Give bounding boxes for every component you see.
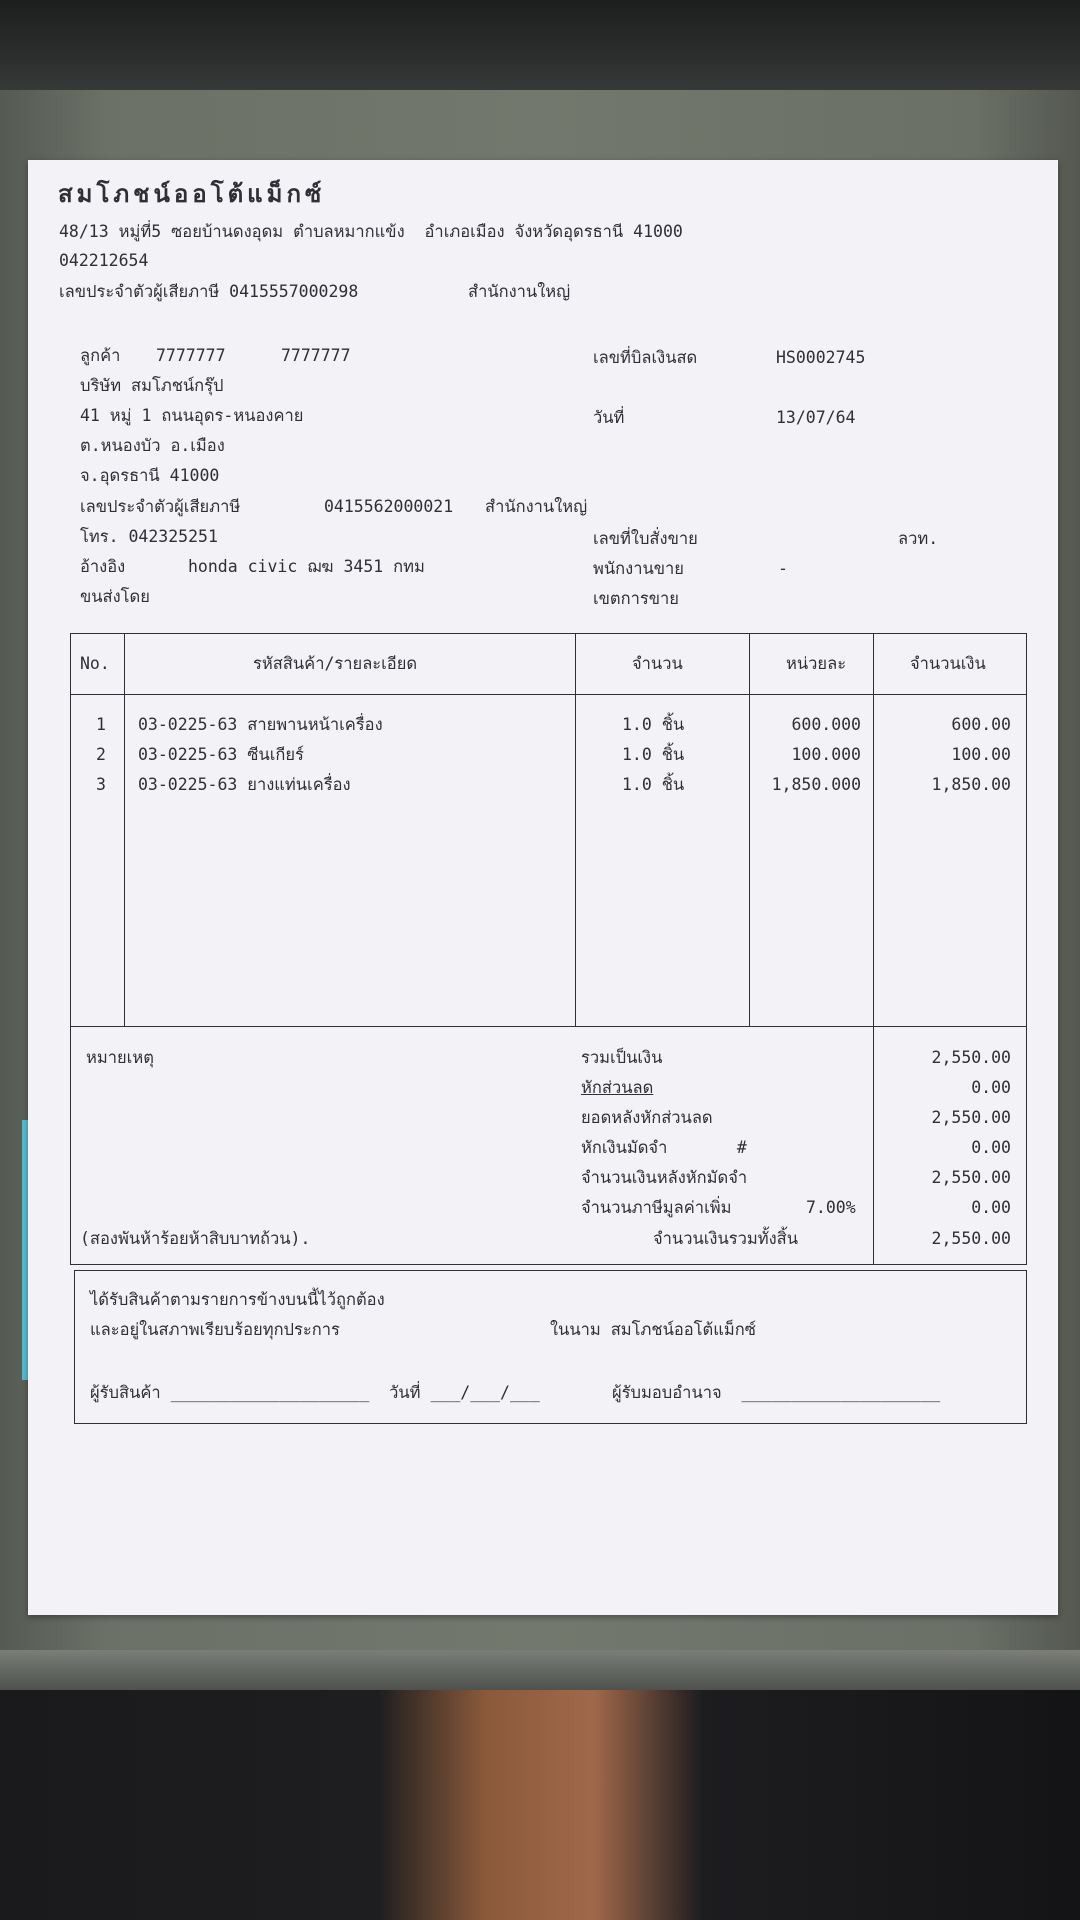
received-statement-2: และอยู่ในสภาพเรียบร้อยทุกประการ [90,1320,340,1339]
summary-value-deposit: 0.00 [971,1138,1011,1157]
col-divider-unit [873,633,874,1265]
authorized-signature-line: ผู้รับมอบอำนาจ ____________________ [612,1383,941,1402]
floor-background [0,1690,1080,1920]
company-name: สมโภชน์ออโต้แม็กซ์ [58,179,326,208]
summary-label-discount: หักส่วนลด [581,1078,654,1097]
row-3-unit-price: 1,850.000 [771,775,861,794]
customer-code-1: 7777777 [156,346,226,365]
amount-in-words: (สองพันห้าร้อยห้าสิบบาทถ้วน). [80,1229,311,1248]
col-divider-desc [575,633,576,1026]
row-2-unit-price: 100.000 [791,745,861,764]
desk-edge [0,1650,1080,1690]
row-1-quantity: 1.0 ชิ้น [622,715,685,734]
summary-label-after-deposit: จำนวนเงินหลังหักมัดจำ [581,1168,748,1187]
customer-tax-id: 0415562000021 [324,497,454,516]
customer-code-2: 7777777 [281,346,351,365]
reference-label: อ้างอิง [80,557,126,576]
on-behalf-of: ในนาม สมโภชน์ออโต้แม็กซ์ [550,1320,756,1339]
summary-value-total: 2,550.00 [931,1048,1011,1067]
row-3-description: 03-0225-63 ยางแท่นเครื่อง [138,775,351,794]
row-1-unit-price: 600.000 [791,715,861,734]
customer-address-2: ต.หนองบัว อ.เมือง [80,436,225,455]
customer-address-3: จ.อุดรธานี 41000 [80,466,220,485]
header-no: No. [80,654,110,673]
bill-no-label: เลขที่บิลเงินสด [593,348,698,367]
summary-value-after-discount: 2,550.00 [931,1108,1011,1127]
row-3-amount: 1,850.00 [931,775,1011,794]
row-2-amount: 100.00 [951,745,1011,764]
bill-date-value: 13/07/64 [776,408,856,427]
table-body-divider [70,1026,1027,1027]
sales-area-label: เขตการขาย [593,589,679,608]
company-address: 48/13 หมู่ที่5 ซอยบ้านดงอุดม ตำบลหมากแข้ง อำเภอเมือง จังหวัดอุดรธานี 41000 [59,222,683,241]
summary-label-after-discount: ยอดหลังหักส่วนลด [581,1108,713,1127]
bill-date-label: วันที่ [593,408,625,427]
header-description: รหัสสินค้า/รายละเอียด [253,654,418,673]
reference-value: honda civic ฌฆ 3451 กทม [188,557,425,576]
note-label: หมายเหตุ [86,1048,154,1067]
row-3-no: 3 [96,775,106,794]
customer-phone: โทร. 042325251 [80,527,218,546]
background-top [0,0,1080,100]
company-branch: สำนักงานใหญ่ [468,282,571,301]
shipping-label: ขนส่งโดย [80,587,150,606]
col-divider-no [124,633,125,1026]
row-1-no: 1 [96,715,106,734]
bill-no-value: HS0002745 [776,348,866,367]
summary-label-vat: จำนวนภาษีมูลค่าเพิ่ม [581,1198,732,1217]
salesperson-value: - [778,559,788,578]
vat-rate: 7.00% [806,1198,856,1217]
row-2-no: 2 [96,745,106,764]
header-amount: จำนวนเงิน [910,654,986,673]
summary-value-vat: 0.00 [971,1198,1011,1217]
summary-label-deposit: หักเงินมัดจำ # [581,1138,747,1157]
salesperson-label: พนักงานขาย [593,559,684,578]
summary-label-total: รวมเป็นเงิน [581,1048,663,1067]
customer-name: บริษัท สมโภชน์กรุ๊ป [80,376,224,395]
table-header-divider [70,694,1027,695]
received-statement-1: ได้รับสินค้าตามรายการข้างบนนี้ไว้ถูกต้อง [90,1290,385,1309]
col-divider-qty [749,633,750,1026]
order-no-value: ลวท. [898,529,939,548]
header-unit-price: หน่วยละ [786,654,847,673]
summary-value-grand-total: 2,550.00 [931,1229,1011,1248]
row-2-description: 03-0225-63 ซีนเกียร์ [138,745,304,764]
summary-value-discount: 0.00 [971,1078,1011,1097]
row-3-quantity: 1.0 ชิ้น [622,775,685,794]
row-2-quantity: 1.0 ชิ้น [622,745,685,764]
customer-address-1: 41 หมู่ 1 ถนนอุดร-หนองคาย [80,406,304,425]
company-tax-id: เลขประจำตัวผู้เสียภาษี 0415557000298 [59,282,359,301]
row-1-description: 03-0225-63 สายพานหน้าเครื่อง [138,715,383,734]
row-1-amount: 600.00 [951,715,1011,734]
customer-branch: สำนักงานใหญ่ [485,497,588,516]
header-quantity: จำนวน [632,654,683,673]
company-phone: 042212654 [59,251,149,270]
receipt-document [28,160,1058,1615]
customer-label: ลูกค้า [80,346,121,365]
summary-value-after-deposit: 2,550.00 [931,1168,1011,1187]
customer-tax-label: เลขประจำตัวผู้เสียภาษี [80,497,241,516]
summary-label-grand-total: จำนวนเงินรวมทั้งสิ้น [653,1229,799,1248]
receiver-signature-line: ผู้รับสินค้า ____________________ วันที่ ___/___/___ [90,1383,540,1402]
order-no-label: เลขที่ใบสั่งขาย [593,529,698,548]
